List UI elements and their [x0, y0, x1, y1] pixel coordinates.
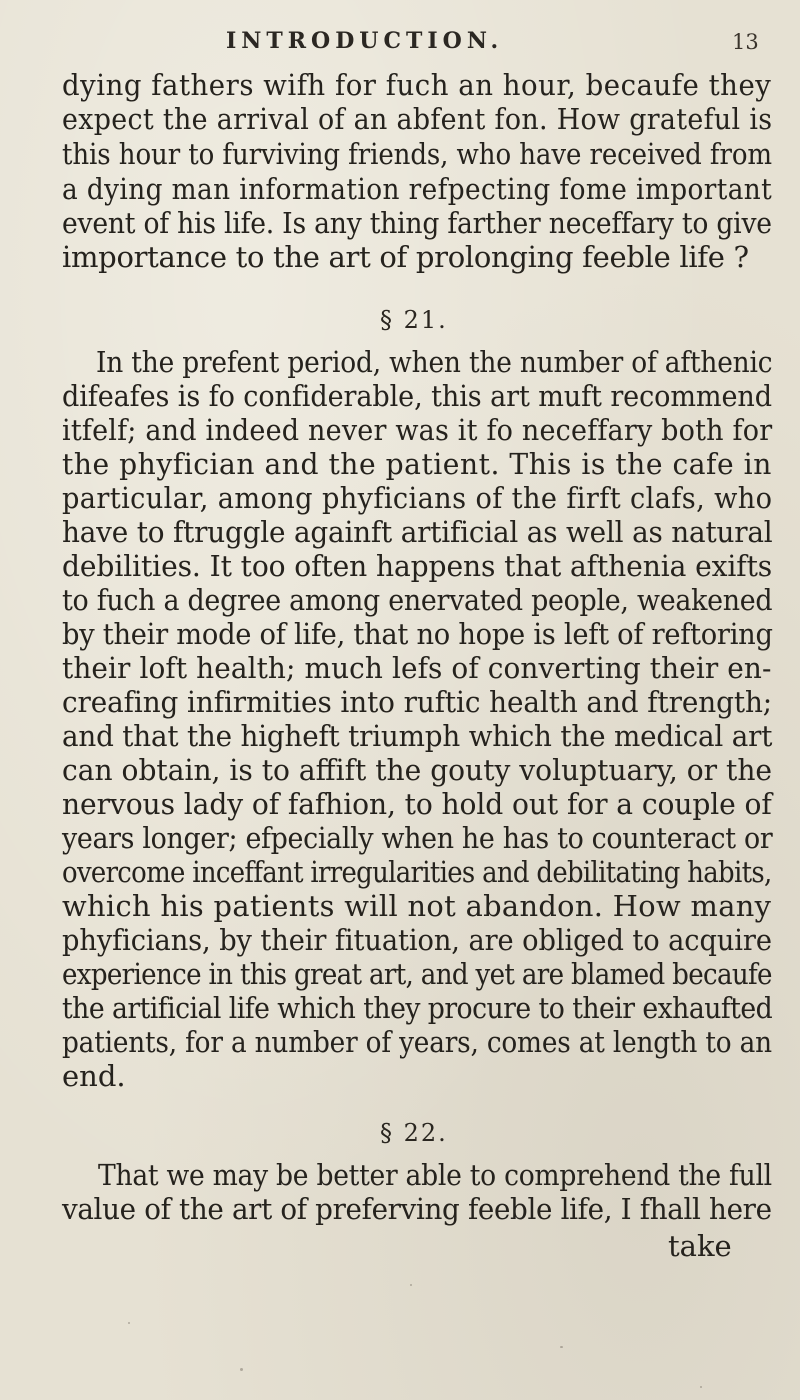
text-line: itfelf; and indeed never was it fo neceffary both for [62, 413, 773, 447]
text-line: That we may be better able to comprehend the full [98, 1158, 772, 1192]
section-mark-21: § 21. [380, 306, 448, 334]
text-line: overcome inceffant irregularities and debilitating habits, [62, 855, 772, 889]
text-line: a dying man information refpecting fome important [62, 172, 773, 206]
text-line: creafing infirmities into ruftic health and ftrength; [62, 685, 773, 719]
paper-speck [700, 1386, 702, 1388]
text-line: which his patients will not abandon. How many [62, 889, 772, 923]
running-head [0, 28, 800, 62]
text-line: their loft health; much lefs of converting their en- [62, 651, 772, 685]
text-line: event of his life. Is any thing farther neceffary to give [62, 206, 772, 240]
text-line: years longer; efpecially when he has to counteract or [62, 821, 773, 855]
text-line: dying fathers wifh for fuch an hour, becaufe they [62, 68, 772, 102]
text-line: In the prefent period, when the number of afthenic [96, 345, 773, 379]
text-line: to fuch a degree among enervated people, weakened [62, 583, 773, 617]
page-number: 13 [732, 30, 759, 54]
paper-speck [128, 1322, 130, 1324]
paper-speck [240, 1368, 243, 1371]
text-line: end. [62, 1059, 126, 1093]
text-line: patients, for a number of years, comes at length to an [62, 1025, 772, 1059]
text-line: the phyfician and the patient. This is the cafe in [62, 447, 772, 481]
text-line: can obtain, is to affift the gouty voluptuary, or the [62, 753, 773, 787]
text-line: difeafes is fo confiderable, this art muft recommend [62, 379, 772, 413]
text-line: this hour to furviving friends, who have received from [62, 137, 773, 171]
text-line: phyficians, by their fituation, are obliged to acquire [62, 923, 772, 957]
text-line: the artificial life which they procure to their exhaufted [62, 991, 773, 1025]
text-line: and that the higheft triumph which the medical art [62, 719, 773, 753]
text-line: particular, among phyficians of the firft clafs, who [62, 481, 773, 515]
text-line: importance to the art of prolonging feeble life ? [62, 240, 749, 274]
text-line: debilities. It too often happens that afthenia exifts [62, 549, 773, 583]
text-line: expect the arrival of an abfent fon. How grateful is [62, 102, 773, 136]
paper-speck [410, 1284, 412, 1286]
text-line: value of the art of preferving feeble life, I fhall here [62, 1192, 772, 1226]
text-line: nervous lady of fafhion, to hold out for a couple of [62, 787, 772, 821]
text-line: by their mode of life, that no hope is left of reftoring [62, 617, 773, 651]
text-line: have to ftruggle againft artificial as well as natural [62, 515, 773, 549]
catchword: take [668, 1229, 732, 1263]
section-mark-22: § 22. [380, 1119, 448, 1147]
text-line: experience in this great art, and yet are blamed becaufe [62, 957, 772, 991]
running-title: INTRODUCTION. [226, 28, 504, 54]
paper-speck [560, 1346, 563, 1348]
